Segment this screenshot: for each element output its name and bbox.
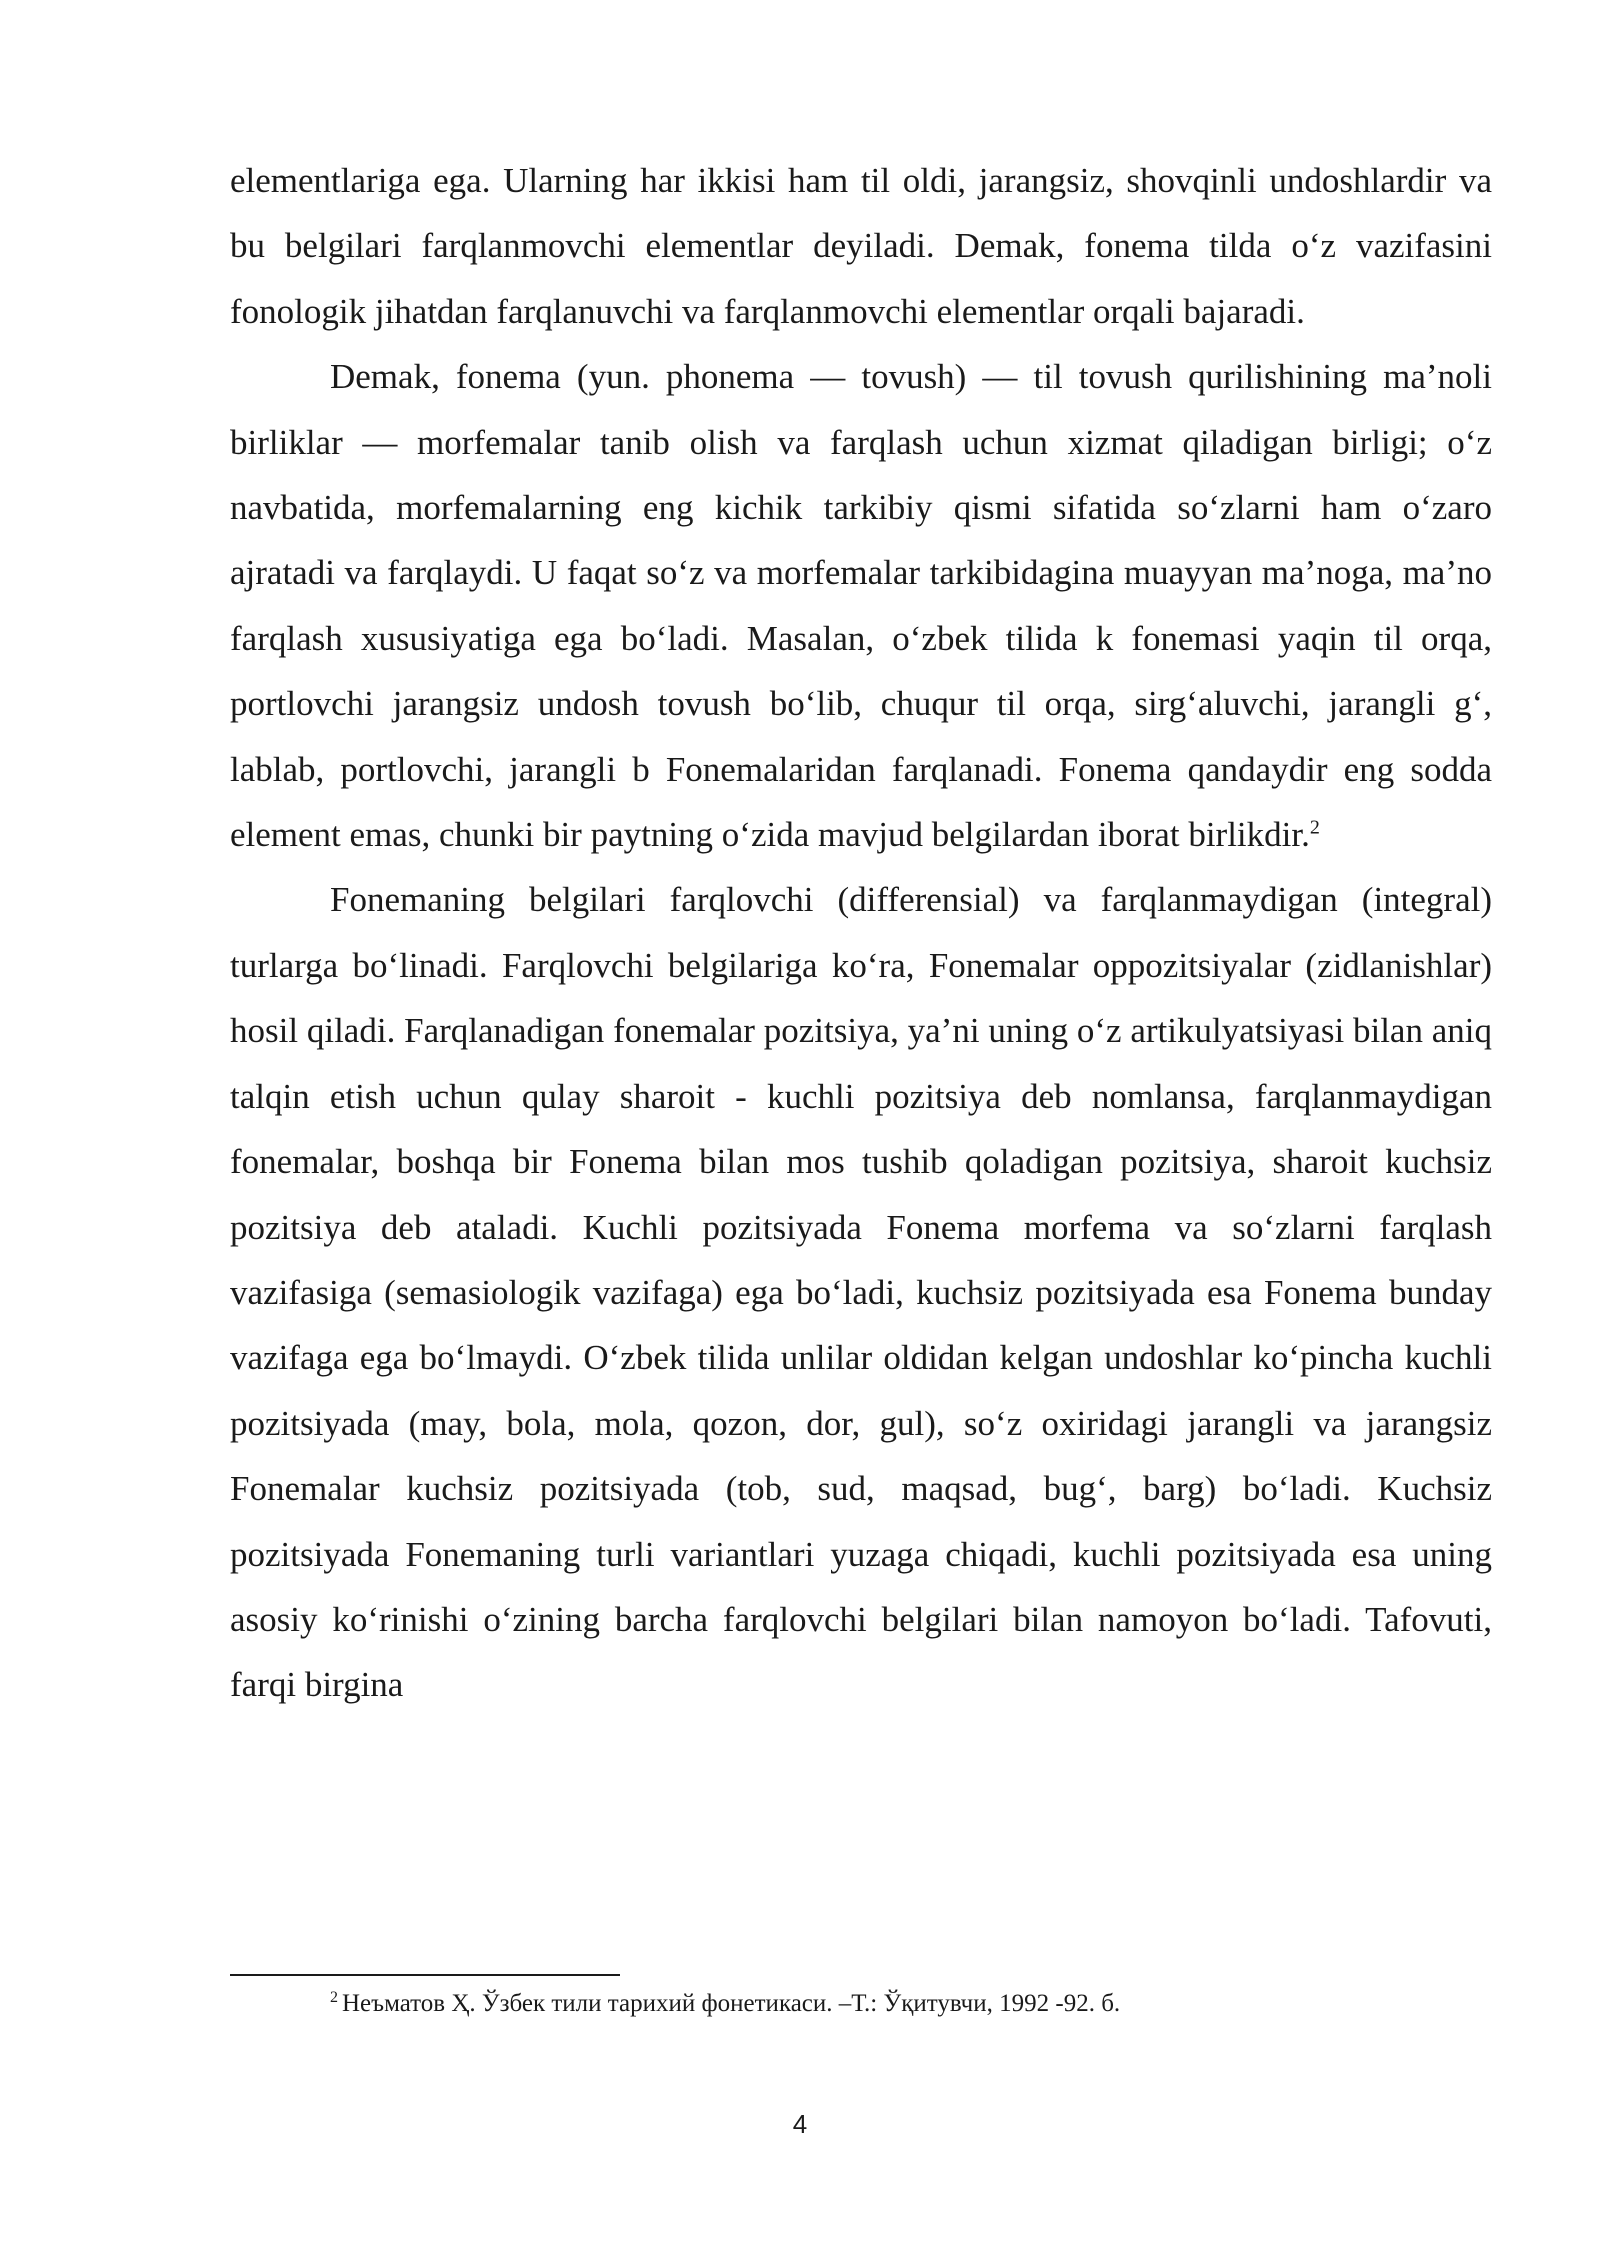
footnote: [330, 1986, 1490, 2022]
footnote-separator: [230, 1974, 620, 1976]
footnote-marker: 2: [330, 1988, 338, 2006]
paragraph-continued: elementlariga ega. Ularning har ikkisi ham til oldi, jarangsiz, shovqinli undoshlardir va bu belgilari farqlanmovchi elementlar deyiladi. Demak, fonema tilda o‘z vazifasini fonologik jihatdan farqlanuvchi va farqlanmovchi elementlar orqali bajaradi.: [230, 161, 1492, 331]
footnote-text: Неъматов Ҳ. Ўзбек тили тарихий фонетикаси. –Т.: Ўқитувчи, 1992 -92. б.: [342, 1990, 1121, 2017]
paragraph-text: Demak, fonema (yun. phonema — tovush) — til tovush qurilishining ma’noli birliklar — morfemalar tanib olish va farqlash uchun xizmat qiladigan birligi; o‘z navbatida, morfemalarning eng kichik tarkibiy qismi sifatida so‘zlarni ham o‘zaro ajratadi va farqlaydi. U faqat so‘z va morfemalar tarkibidagina muayyan ma’noga, ma’no farqlash xususiyatiga ega bo‘ladi. Masalan, o‘zbek tilida k fonemasi yaqin til orqa, portlovchi jarangsiz undosh tovush bo‘lib, chuqur til orqa, sirg‘aluvchi, jarangli g‘, lablab, portlovchi, jarangli b Fonemalaridan farqlanadi. Fonema qandaydir eng sodda element emas, chunki bir paytning o‘zida mavjud belgilardan iborat birlikdir.: [230, 357, 1492, 855]
footnote-reference[interactable]: 2: [1309, 816, 1320, 839]
paragraph-fonema-features: Fonemaning belgilari farqlovchi (differensial) va farqlanmaydigan (integral) turlarga bo‘linadi. Farqlovchi belgilariga ko‘ra, Fonemalar oppozitsiyalar (zidlanishlar) hosil qiladi. Farqlanadigan fonemalar pozitsiya, ya’ni uning o‘z artikulyatsiyasi bilan aniq talqin etish uchun qulay sharoit - kuchli pozitsiya deb nomlansa, farqlanmaydigan fonemalar, boshqa bir Fonema bilan mos tushib qoladigan pozitsiya, sharoit kuchsiz pozitsiya deb ataladi. Kuchli pozitsiyada Fonema morfema va so‘zlarni farqlash vazifasiga (semasiologik vazifaga) ega bo‘ladi, kuchsiz pozitsiyada esa Fonema bunday vazifaga ega bo‘lmaydi. O‘zbek tilida unlilar oldidan kelgan undoshlar ko‘pincha kuchli pozitsiyada (may, bola, mola, qozon, dor, gul), so‘z oxiridagi jarangli va jarangsiz Fonemalar kuchsiz pozitsiyada (tob, sud, maqsad, bug‘, barg) bo‘ladi. Kuchsiz pozitsiyada Fonemaning turli variantlari yuzaga chiqadi, kuchli pozitsiyada esa uning asosiy ko‘rinishi o‘zining barcha farqlovchi belgilari bilan namoyon bo‘ladi. Tafovuti, farqi birgina: [230, 880, 1492, 1705]
body-text: [230, 148, 1492, 1718]
page-number: 4: [792, 2109, 808, 2139]
paragraph-fonema-definition: [230, 344, 1492, 867]
